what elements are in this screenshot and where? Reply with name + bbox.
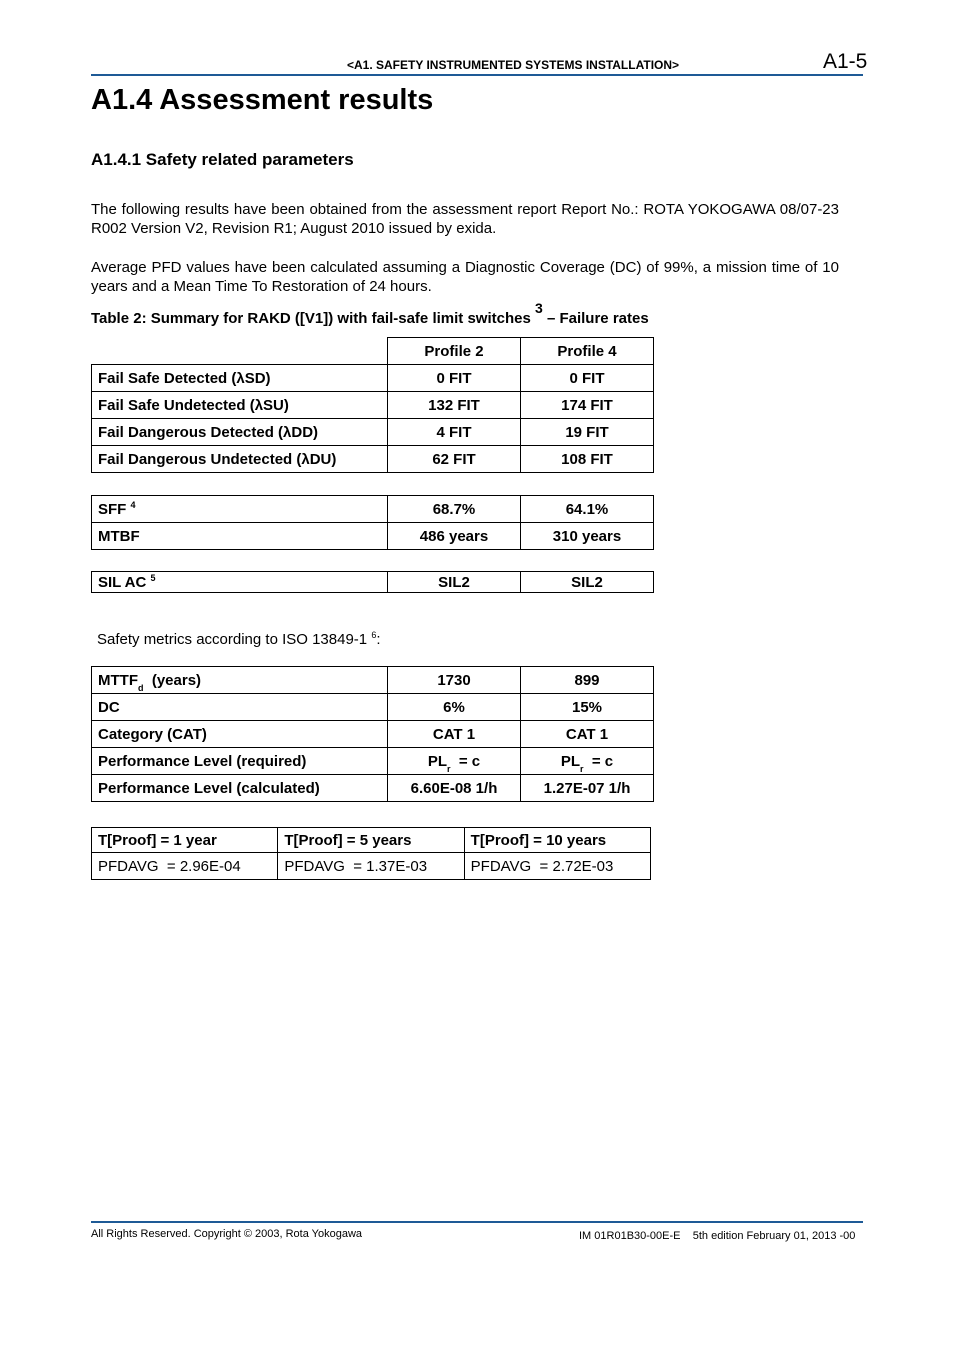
cell-value: SIL2	[388, 572, 521, 593]
mttf-subscript: d	[137, 682, 144, 693]
metrics-note-text: Safety metrics according to ISO 13849-1	[97, 631, 368, 648]
pl-prefix: PL	[427, 752, 448, 770]
mttf-suffix: (years)	[151, 671, 202, 689]
column-header: Profile 2	[388, 338, 521, 365]
column-header: T[Proof] = 5 years	[278, 828, 464, 853]
row-label: MTBF	[92, 523, 388, 550]
row-label: DC	[92, 694, 388, 721]
column-header: Profile 4	[521, 338, 654, 365]
table-row	[92, 496, 654, 523]
cell-value: 132 FIT	[388, 392, 521, 419]
cell-value: 64.1%	[521, 496, 654, 523]
pl-subscript: r	[447, 763, 451, 774]
row-label: Category (CAT)	[92, 721, 388, 748]
page-number: A1-5	[823, 50, 868, 73]
row-label	[92, 496, 388, 523]
cell-value: SIL2	[521, 572, 654, 593]
table-row	[92, 572, 654, 593]
mttf-label: MTTF	[98, 671, 138, 689]
table-row	[92, 446, 654, 473]
table-row	[92, 392, 654, 419]
cell-value: 6%	[388, 694, 521, 721]
table-row	[92, 775, 654, 802]
cell-value: 0 FIT	[388, 365, 521, 392]
metrics-note-suffix: :	[376, 631, 381, 648]
header-rule	[91, 74, 863, 76]
cell-value: 899	[521, 667, 654, 694]
cell-value: CAT 1	[521, 721, 654, 748]
table2-caption	[91, 300, 649, 327]
pl-subscript: r	[580, 763, 584, 774]
table2-caption-suffix: – Failure rates	[546, 310, 649, 327]
cell-value: 62 FIT	[388, 446, 521, 473]
sff-label: SFF	[98, 500, 127, 518]
paragraph-intro: The following results have been obtained from the assessment report Report No.: ROTA YOKOGAWA 08/07-23 R002 Version V2, Revision R1; August 2010 issued by exida.	[91, 201, 839, 237]
table-corner	[92, 338, 388, 365]
proof-test-table	[91, 827, 651, 880]
cell-value: 1.27E-07 1/h	[521, 775, 654, 802]
table-row	[92, 748, 654, 775]
cell-value: 486 years	[388, 523, 521, 550]
row-label: Fail Dangerous Undetected (λDU)	[92, 446, 388, 473]
footnote-marker: 6	[371, 630, 377, 640]
table-row	[92, 853, 651, 880]
table-row	[92, 365, 654, 392]
row-label: Fail Dangerous Detected (λDD)	[92, 419, 388, 446]
cell-value: 4 FIT	[388, 419, 521, 446]
failure-rates-table	[91, 337, 654, 473]
footnote-marker: 4	[130, 499, 136, 510]
table-row	[92, 721, 654, 748]
cell-value: 1730	[388, 667, 521, 694]
column-header: T[Proof] = 1 year	[92, 828, 278, 853]
cell-value: PFDAVG = 1.37E-03	[278, 853, 464, 880]
cell-value: 15%	[521, 694, 654, 721]
row-label: Fail Safe Undetected (λSU)	[92, 392, 388, 419]
cell-value: 310 years	[521, 523, 654, 550]
table-header-row	[92, 338, 654, 365]
section-subtitle: A1.4.1 Safety related parameters	[91, 150, 354, 169]
cell-value	[521, 748, 654, 775]
row-label: Performance Level (calculated)	[92, 775, 388, 802]
pl-suffix: = c	[458, 752, 481, 770]
table-row	[92, 419, 654, 446]
footer-doc-id: IM 01R01B30-00E-E 5th edition February 01, 2013 -00	[579, 1230, 856, 1242]
cell-value: 6.60E-08 1/h	[388, 775, 521, 802]
table2-caption-footnote: 3	[534, 300, 543, 316]
cell-value	[388, 748, 521, 775]
cell-value: PFDAVG = 2.96E-04	[92, 853, 278, 880]
table-row	[92, 667, 654, 694]
cell-value: CAT 1	[388, 721, 521, 748]
cell-value: PFDAVG = 2.72E-03	[464, 853, 650, 880]
table2-caption-text: Table 2: Summary for RAKD ([V1]) with fail-safe limit switches	[91, 310, 531, 327]
cell-value: 108 FIT	[521, 446, 654, 473]
sil-table	[91, 571, 654, 593]
sff-mtbf-table	[91, 495, 654, 550]
footer-rule	[91, 1221, 863, 1223]
row-label	[92, 667, 388, 694]
table-header-row	[92, 828, 651, 853]
safety-metrics-table	[91, 666, 654, 802]
footer-copyright: All Rights Reserved. Copyright © 2003, Rota Yokogawa	[91, 1228, 363, 1240]
footnote-marker: 5	[150, 572, 156, 583]
row-label: Performance Level (required)	[92, 748, 388, 775]
sil-label: SIL AC	[98, 573, 147, 591]
paragraph-pfd: Average PFD values have been calculated assuming a Diagnostic Coverage (DC) of 99%, a mission time of 10 years and a Mean Time To Restoration of 24 hours.	[91, 259, 839, 295]
cell-value: 19 FIT	[521, 419, 654, 446]
pl-prefix: PL	[560, 752, 581, 770]
row-label: Fail Safe Detected (λSD)	[92, 365, 388, 392]
cell-value: 174 FIT	[521, 392, 654, 419]
column-header: T[Proof] = 10 years	[464, 828, 650, 853]
table-row	[92, 694, 654, 721]
metrics-note	[97, 630, 381, 648]
cell-value: 68.7%	[388, 496, 521, 523]
header-section-title: <A1. SAFETY INSTRUMENTED SYSTEMS INSTALLATION>	[347, 58, 680, 72]
pl-suffix: = c	[591, 752, 614, 770]
page-title: A1.4 Assessment results	[91, 84, 434, 116]
table-row	[92, 523, 654, 550]
row-label	[92, 572, 388, 593]
cell-value: 0 FIT	[521, 365, 654, 392]
